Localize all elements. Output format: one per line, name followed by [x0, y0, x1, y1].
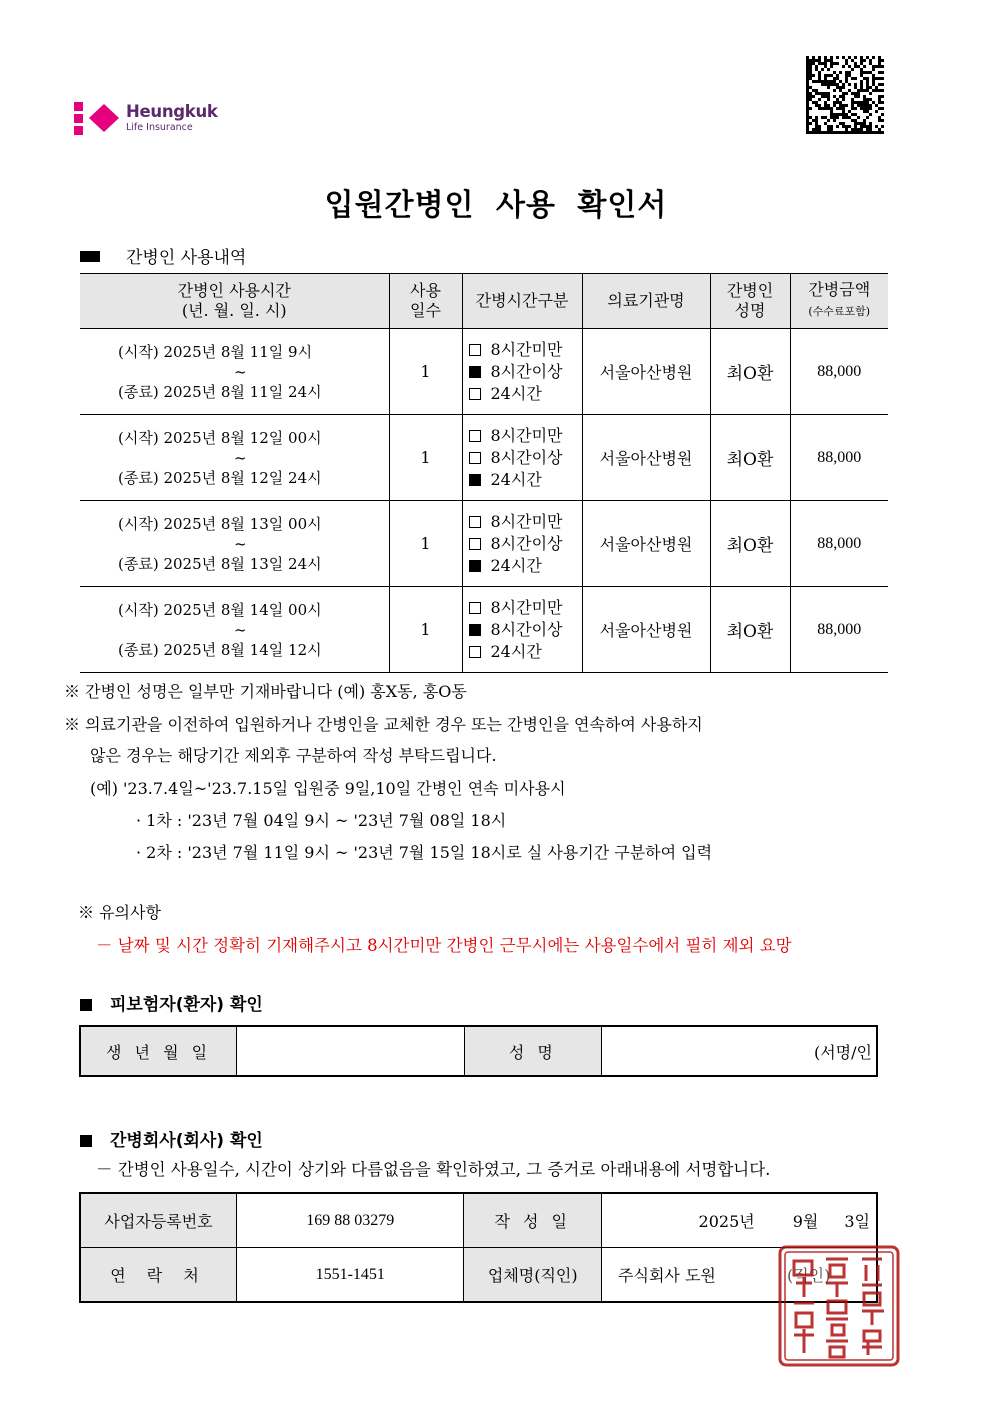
company-name-label: 업체명(직인): [464, 1248, 602, 1303]
date-day: 3일: [844, 1212, 870, 1231]
time-option: 8시간이상: [469, 361, 582, 383]
checkbox-icon[interactable]: [469, 344, 481, 356]
checkbox-icon[interactable]: [469, 388, 481, 400]
hospital-name: 서울아산병원: [582, 329, 710, 415]
checkbox-icon[interactable]: [469, 538, 481, 550]
usage-days: 1: [389, 501, 462, 587]
checked-box-icon[interactable]: [469, 474, 481, 486]
square-bullet-icon: [80, 999, 92, 1011]
checkbox-icon[interactable]: [469, 452, 481, 464]
header-days: 사용 일수: [389, 274, 462, 329]
birth-label: 생 년 월 일: [80, 1026, 237, 1076]
usage-days: 1: [389, 329, 462, 415]
time-category: [462, 587, 582, 673]
patient-name-label: 성 명: [464, 1026, 602, 1076]
time-option: 24시간: [469, 383, 582, 405]
caregiver-name: 최O환: [710, 501, 790, 587]
amount: 88,000: [790, 415, 888, 501]
table-header-row: [80, 274, 888, 329]
usage-days: 1: [389, 587, 462, 673]
usage-days: 1: [389, 415, 462, 501]
header-name: 간병인 성명: [710, 274, 790, 329]
usage-period: [80, 501, 389, 587]
company-logo: [74, 100, 244, 140]
time-option: 24시간: [469, 469, 582, 491]
table-row: [80, 415, 888, 501]
checked-box-icon[interactable]: [469, 560, 481, 572]
time-option: 8시간미만: [469, 597, 582, 619]
start-time: (시작) 2025년 8월 12일 00시: [118, 428, 322, 447]
time-option: 8시간미만: [469, 425, 582, 447]
usage-table: [80, 273, 888, 673]
square-bullet-icon: [80, 1135, 92, 1147]
checkbox-icon[interactable]: [469, 430, 481, 442]
contact-value: 1551-1451: [237, 1248, 464, 1303]
tilde: ~: [234, 362, 247, 381]
header-time: 간병인 사용시간 (년. 월. 일. 시): [80, 274, 389, 329]
header-hospital: 의료기관명: [582, 274, 710, 329]
time-category: [462, 329, 582, 415]
section-company-heading: [80, 1126, 263, 1151]
section-usage-title: 간병인 사용내역: [126, 248, 247, 268]
time-option: 8시간이상: [469, 533, 582, 555]
birth-field[interactable]: [237, 1026, 464, 1076]
table-row: [80, 587, 888, 673]
caregiver-name: 최O환: [710, 415, 790, 501]
time-category: [462, 501, 582, 587]
patient-sign-field[interactable]: [602, 1026, 877, 1076]
hospital-name: 서울아산병원: [582, 501, 710, 587]
checked-box-icon[interactable]: [469, 624, 481, 636]
end-time: (종료) 2025년 8월 13일 24시: [118, 554, 322, 573]
end-time: (종료) 2025년 8월 11일 24시: [118, 382, 322, 401]
table-row: [80, 329, 888, 415]
time-category: [462, 415, 582, 501]
sign-label: (서명/인: [813, 1042, 872, 1062]
start-time: (시작) 2025년 8월 13일 00시: [118, 514, 322, 533]
note-2b: 않은 경우는 해당기간 제외후 구분하여 작성 부탁드립니다.: [90, 746, 497, 765]
section-patient-heading: [80, 990, 263, 1015]
checkbox-icon[interactable]: [469, 516, 481, 528]
time-option: 8시간이상: [469, 619, 582, 641]
caregiver-name: 최O환: [710, 329, 790, 415]
barcode-icon: [806, 56, 884, 134]
square-bullet-icon: [80, 251, 100, 262]
usage-period: [80, 329, 389, 415]
date-value: [602, 1193, 877, 1248]
amount: 88,000: [790, 329, 888, 415]
note-5: · 2차 : '23년 7월 11일 9시 ~ '23년 7월 15일 18시로 실 사용기간 구분하여 입력: [136, 843, 713, 862]
logo-brand: Heungkuk: [126, 102, 218, 121]
time-option: 24시간: [469, 555, 582, 577]
patient-table: [79, 1025, 878, 1077]
hospital-name: 서울아산병원: [582, 587, 710, 673]
section-patient-title: 피보험자(환자) 확인: [110, 995, 263, 1015]
amount: 88,000: [790, 587, 888, 673]
checked-box-icon[interactable]: [469, 366, 481, 378]
note-4: · 1차 : '23년 7월 04일 9시 ~ '23년 7월 08일 18시: [136, 811, 507, 830]
table-row: [80, 501, 888, 587]
logo-sub: Life Insurance: [126, 122, 193, 133]
section-usage-heading: [80, 243, 246, 268]
tilde: ~: [234, 534, 247, 553]
note-2a: ※ 의료기관을 이전하여 입원하거나 간병인을 교체한 경우 또는 간병인을 연속하여 사용하지: [64, 715, 703, 734]
checkbox-icon[interactable]: [469, 602, 481, 614]
time-option: 8시간미만: [469, 339, 582, 361]
company-desc: － 간병인 사용일수, 시간이 상기와 다름없음을 확인하였고, 그 증거로 아래내용에 서명합니다.: [96, 1160, 771, 1179]
usage-period: [80, 587, 389, 673]
seal-mark-text: (직인): [786, 1266, 831, 1285]
section-company-title: 간병회사(회사) 확인: [110, 1131, 263, 1151]
time-option: 8시간미만: [469, 511, 582, 533]
bizno-value: 169 88 03279: [237, 1193, 464, 1248]
bizno-label: 사업자등록번호: [80, 1193, 237, 1248]
caution-title: ※ 유의사항: [78, 903, 161, 922]
caution-text: － 날짜 및 시간 정확히 기재해주시고 8시간미만 간병인 근무시에는 사용일수에서 필히 제외 요망: [96, 936, 792, 955]
page-title: 입원간병인 사용 확인서: [324, 188, 668, 223]
company-table: [79, 1192, 878, 1303]
time-option: 24시간: [469, 641, 582, 663]
contact-label: 연 락 처: [80, 1248, 237, 1303]
company-name: 주식회사 도원: [618, 1266, 716, 1285]
tilde: ~: [234, 620, 247, 639]
date-month: 9월: [792, 1212, 819, 1231]
end-time: (종료) 2025년 8월 12일 24시: [118, 468, 322, 487]
start-time: (시작) 2025년 8월 11일 9시: [118, 342, 313, 361]
checkbox-icon[interactable]: [469, 646, 481, 658]
header-amount: 간병금액 (수수료포함): [790, 274, 888, 329]
note-3: (예) '23.7.4일~'23.7.15일 입원중 9일,10일 간병인 연속 미사용시: [90, 779, 566, 798]
header-category: 간병시간구분: [462, 274, 582, 329]
date-year: 2025년: [698, 1212, 755, 1231]
logo-mark-icon: [74, 100, 122, 136]
caregiver-name: 최O환: [710, 587, 790, 673]
end-time: (종료) 2025년 8월 14일 12시: [118, 640, 322, 659]
start-time: (시작) 2025년 8월 14일 00시: [118, 600, 322, 619]
note-1: ※ 간병인 성명은 일부만 기재바랍니다 (예) 홍X동, 홍O동: [64, 682, 467, 701]
company-seal-icon: [776, 1243, 902, 1369]
tilde: ~: [234, 448, 247, 467]
time-option: 8시간이상: [469, 447, 582, 469]
hospital-name: 서울아산병원: [582, 415, 710, 501]
amount: 88,000: [790, 501, 888, 587]
date-label: 작 성 일: [464, 1193, 602, 1248]
usage-period: [80, 415, 389, 501]
